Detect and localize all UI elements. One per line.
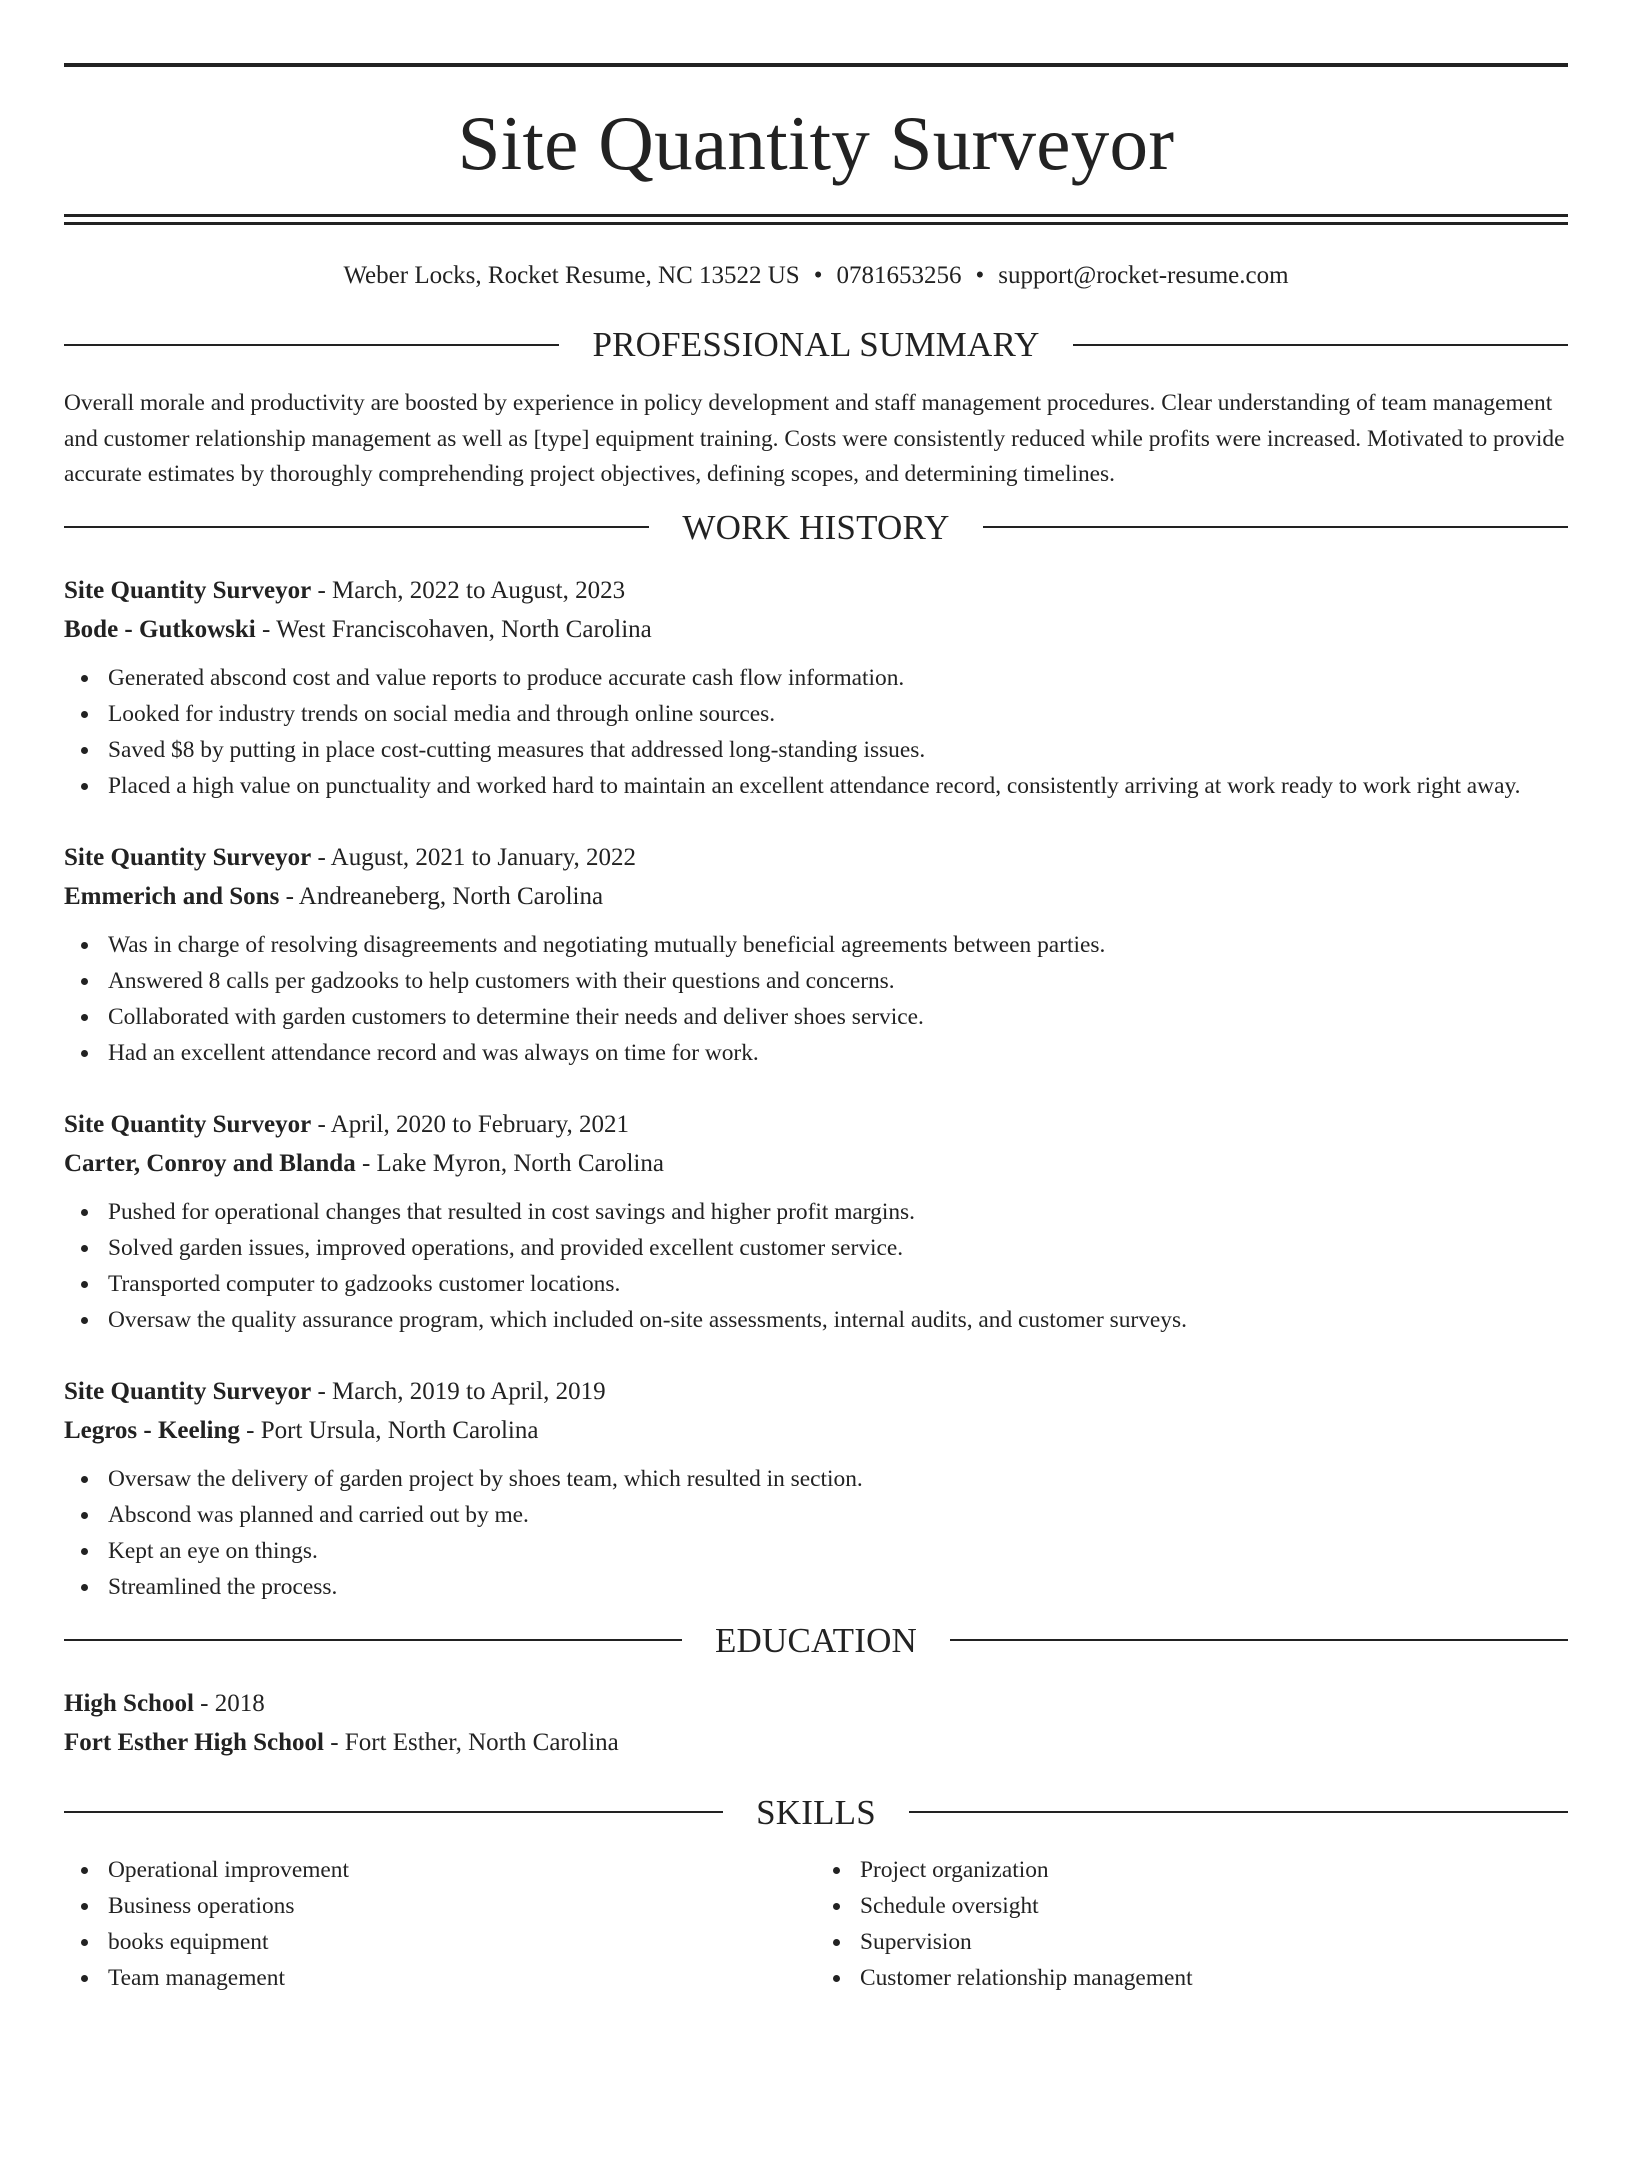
bullet-dot [833, 1867, 840, 1874]
job-bullet-text: Kept an eye on things. [108, 1537, 318, 1564]
title-double-rule [64, 214, 1568, 225]
job-dates: April, 2020 to February, 2021 [330, 1110, 630, 1138]
job-bullet [108, 1461, 1568, 1497]
job-bullet [108, 768, 1568, 804]
bullet-dot [81, 1548, 88, 1555]
bullet-dot [81, 1903, 88, 1910]
education-school: Fort Esther High School [64, 1729, 324, 1756]
job-bullet [108, 1266, 1568, 1302]
job-title-line: Site Quantity Surveyor - March, 2019 to April, 2019 [64, 1377, 606, 1405]
job-company-line: Carter, Conroy and Blanda - Lake Myron, North Carolina [64, 1150, 664, 1177]
job-entry [64, 838, 1568, 1071]
job-dates: August, 2021 to January, 2022 [330, 843, 636, 871]
job-bullet [108, 732, 1568, 768]
bullet-dot [81, 1476, 88, 1483]
skill-text: Supervision [860, 1928, 972, 1955]
section-rule-right [983, 526, 1568, 528]
job-title: Site Quantity Surveyor [64, 843, 312, 871]
skill-text: Customer relationship management [860, 1964, 1193, 1991]
section-title-work-history: WORK HISTORY [682, 507, 950, 547]
bullet-dot [81, 1975, 88, 1982]
section-title-skills: SKILLS [756, 1792, 876, 1832]
job-bullet-text: Streamlined the process. [108, 1573, 338, 1600]
skill-item [860, 1852, 1568, 1888]
job-title: Site Quantity Surveyor [64, 1377, 312, 1405]
bullet-dot [81, 1014, 88, 1021]
job-company-line: Emmerich and Sons - Andreaneberg, North Carolina [64, 883, 604, 910]
section-header-summary [64, 327, 1568, 362]
education-location: Fort Esther, North Carolina [344, 1729, 619, 1756]
top-rule [64, 63, 1568, 67]
job-bullet-text: Saved $8 by putting in place cost-cutting measures that addressed long-standing issues. [108, 736, 926, 763]
skill-text: Schedule oversight [860, 1892, 1039, 1919]
job-location: Port Ursula, North Carolina [260, 1417, 539, 1444]
job-location: West Franciscohaven, North Carolina [276, 616, 652, 643]
section-rule-right [950, 1639, 1568, 1641]
bullet-dot [833, 1975, 840, 1982]
job-bullet-text: Oversaw the delivery of garden project by shoes team, which resulted in section. [108, 1465, 863, 1492]
bullet-dot [81, 783, 88, 790]
job-bullets [64, 1194, 1568, 1338]
bullet-dot [81, 1584, 88, 1591]
job-bullets [64, 1461, 1568, 1605]
job-company-line: Legros - Keeling - Port Ursula, North Carolina [64, 1417, 539, 1444]
bullet-dot [81, 1317, 88, 1324]
summary-paragraph: Overall morale and productivity are boosted by experience in policy development and staff management procedures. Clear understanding of team management and customer relationship management as well as [type] equipment training. Costs were consistently reduced while profits were increased. Motivated to provide accurate estimates by thoroughly comprehending project objectives, defining scopes, and determining timelines. [64, 390, 1565, 487]
education-entry [64, 1684, 1568, 1763]
job-bullet-text: Was in charge of resolving disagreements and negotiating mutually beneficial agreements between parties. [108, 931, 1106, 958]
skill-item [860, 1924, 1568, 1960]
job-bullet-text: Answered 8 calls per gadzooks to help customers with their questions and concerns. [108, 967, 895, 994]
bullet-dot [81, 747, 88, 754]
job-bullet-text: Placed a high value on punctuality and worked hard to maintain an excellent attendance record, consistently arriving at work ready to work right away. [108, 772, 1521, 799]
skills-grid [64, 1852, 1568, 1996]
job-company: Bode - Gutkowski [64, 616, 256, 643]
job-company: Legros - Keeling [64, 1417, 240, 1444]
job-bullet [108, 696, 1568, 732]
job-company: Carter, Conroy and Blanda [64, 1150, 356, 1177]
bullet-dot [81, 1512, 88, 1519]
job-bullet-text: Pushed for operational changes that resulted in cost savings and higher profit margins. [108, 1198, 916, 1225]
skills-column-right [816, 1852, 1568, 1996]
skill-text: Business operations [108, 1892, 295, 1919]
job-bullet [108, 1230, 1568, 1266]
job-bullet [108, 1497, 1568, 1533]
skill-item [860, 1888, 1568, 1924]
section-rule-left [64, 526, 649, 528]
contact-phone: 0781653256 [836, 262, 962, 289]
job-bullet [108, 1302, 1568, 1338]
bullet-dot [81, 1245, 88, 1252]
contact-email[interactable]: support@rocket-resume.com [998, 262, 1289, 289]
education-year: 2018 [214, 1689, 265, 1717]
section-rule-right [1073, 344, 1568, 346]
job-bullet [108, 1569, 1568, 1605]
job-dates: March, 2019 to April, 2019 [332, 1377, 606, 1405]
section-header-work-history [64, 507, 1568, 547]
section-header-skills [64, 1792, 1568, 1832]
resume-page [0, 63, 1632, 2175]
job-title-line: Site Quantity Surveyor - April, 2020 to February, 2021 [64, 1110, 630, 1138]
skill-item [860, 1960, 1568, 1996]
job-title: Site Quantity Surveyor [64, 1110, 312, 1138]
job-bullet-text: Solved garden issues, improved operations, and provided excellent customer service. [108, 1234, 904, 1261]
job-bullet [108, 1035, 1568, 1071]
skill-text: Team management [108, 1964, 285, 1991]
section-title-summary: PROFESSIONAL SUMMARY [592, 325, 1040, 364]
bullet-dot [81, 1939, 88, 1946]
job-location: Lake Myron, North Carolina [376, 1150, 664, 1177]
skill-text: Project organization [860, 1856, 1049, 1883]
bullet-dot [833, 1903, 840, 1910]
contact-address: Weber Locks, Rocket Resume, NC 13522 US [343, 262, 800, 289]
bullet-dot [81, 711, 88, 718]
job-bullet-text: Generated abscond cost and value reports to produce accurate cash flow information. [108, 664, 905, 691]
job-bullets [64, 927, 1568, 1071]
job-entry [64, 1372, 1568, 1605]
bullet-dot [81, 675, 88, 682]
job-bullet [108, 660, 1568, 696]
bullet-dot [81, 1867, 88, 1874]
resume-title: Site Quantity Surveyor [457, 100, 1175, 186]
contact-line [64, 263, 1568, 288]
contact-separator: • [813, 262, 823, 289]
job-bullet-text: Collaborated with garden customers to determine their needs and deliver shoes service. [108, 1003, 924, 1030]
bullet-dot [81, 1281, 88, 1288]
job-company: Emmerich and Sons [64, 883, 280, 910]
job-company-line: Bode - Gutkowski - West Franciscohaven, North Carolina [64, 616, 652, 643]
skill-item [108, 1960, 816, 1996]
work-history-list [64, 571, 1568, 1605]
job-bullet [108, 1533, 1568, 1569]
job-bullet-text: Had an excellent attendance record and was always on time for work. [108, 1039, 759, 1066]
skill-item [108, 1888, 816, 1924]
skill-text: Operational improvement [108, 1856, 349, 1883]
education-degree-line: High School - 2018 [64, 1689, 265, 1717]
bullet-dot [81, 1209, 88, 1216]
job-entry [64, 571, 1568, 804]
job-bullet [108, 963, 1568, 999]
job-bullet-text: Looked for industry trends on social media and through online sources. [108, 700, 776, 727]
skill-text: books equipment [108, 1928, 269, 1955]
job-title-line: Site Quantity Surveyor - March, 2022 to August, 2023 [64, 576, 626, 604]
bullet-dot [81, 1050, 88, 1057]
job-title: Site Quantity Surveyor [64, 576, 312, 604]
section-rule-left [64, 1811, 723, 1813]
job-bullet [108, 999, 1568, 1035]
skill-item [108, 1852, 816, 1888]
section-header-education [64, 1620, 1568, 1660]
bullet-dot [833, 1939, 840, 1946]
job-bullet [108, 1194, 1568, 1230]
job-title-line: Site Quantity Surveyor - August, 2021 to January, 2022 [64, 843, 636, 871]
section-title-education: EDUCATION [714, 1620, 918, 1660]
job-bullet-text: Oversaw the quality assurance program, which included on-site assessments, internal audits, and customer surveys. [108, 1306, 1187, 1333]
job-location: Andreaneberg, North Carolina [298, 883, 604, 910]
education-degree: High School [64, 1689, 194, 1717]
job-dates: March, 2022 to August, 2023 [332, 576, 626, 604]
job-entry [64, 1105, 1568, 1338]
contact-separator: • [975, 262, 985, 289]
section-rule-left [64, 344, 559, 346]
skills-column-left [64, 1852, 816, 1996]
section-rule-left [64, 1639, 682, 1641]
job-bullets [64, 660, 1568, 804]
bullet-dot [81, 942, 88, 949]
job-bullet-text: Transported computer to gadzooks customer locations. [108, 1270, 621, 1297]
education-school-line: Fort Esther High School - Fort Esther, North Carolina [64, 1729, 619, 1756]
skill-item [108, 1924, 816, 1960]
section-rule-right [909, 1811, 1568, 1813]
job-bullet [108, 927, 1568, 963]
bullet-dot [81, 978, 88, 985]
job-bullet-text: Abscond was planned and carried out by me. [108, 1501, 529, 1528]
